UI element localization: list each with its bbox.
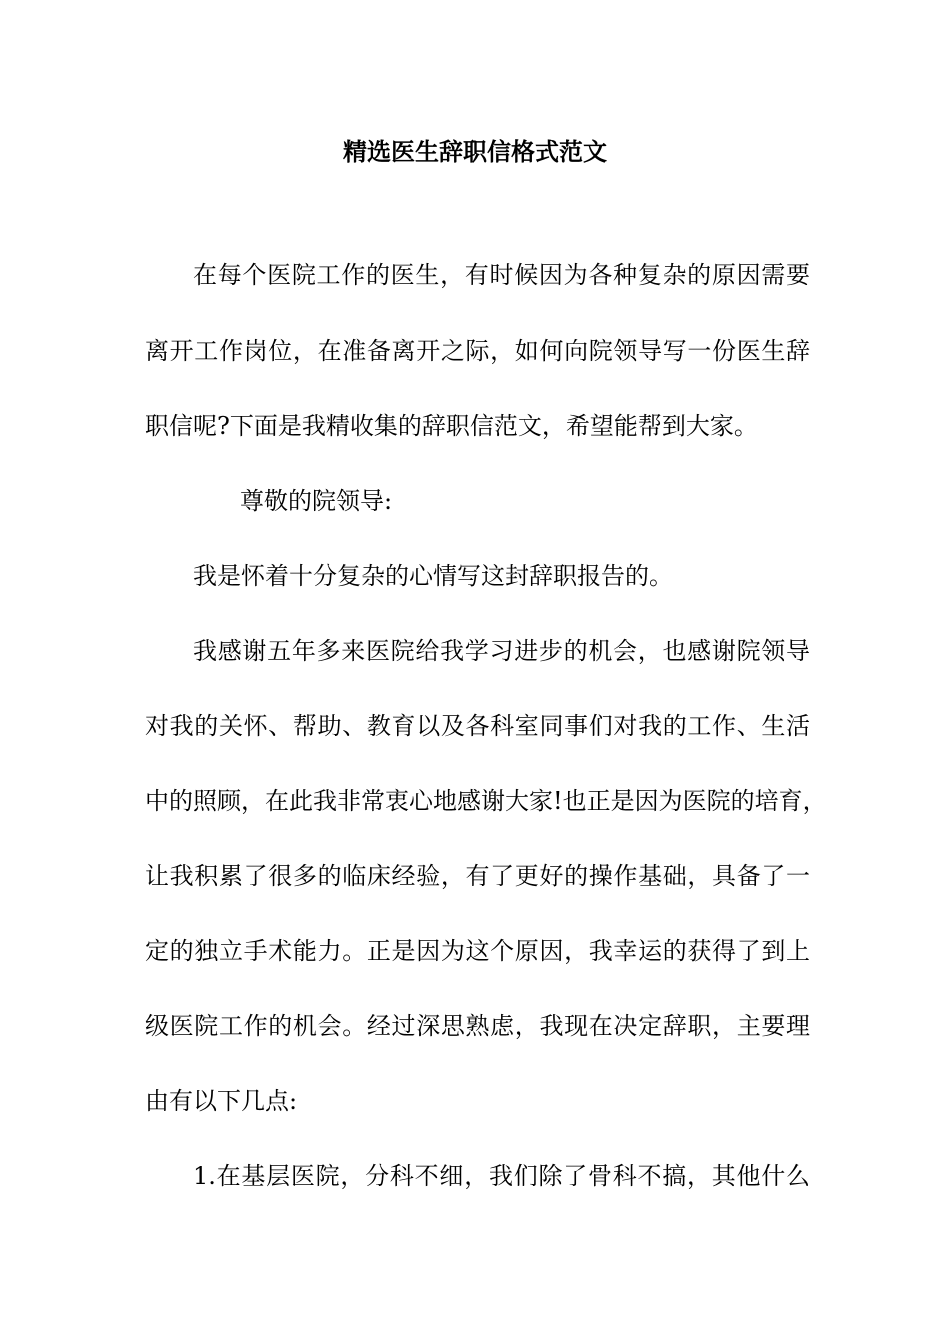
- paragraph-line: 级医院工作的机会。经过深思熟虑，我现在决定辞职，主要理: [145, 1012, 810, 1040]
- salutation: 尊敬的院领导:: [240, 487, 393, 515]
- paragraph-line: 定的独立手术能力。正是因为这个原因，我幸运的获得了到上: [145, 937, 810, 965]
- page-title: 精选医生辞职信格式范文: [343, 137, 607, 166]
- paragraph-line: 离开工作岗位，在准备离开之际，如何向院领导写一份医生辞: [145, 337, 810, 365]
- paragraph-line: 让我积累了很多的临床经验，有了更好的操作基础，具备了一: [145, 862, 810, 890]
- paragraph-line: 我感谢五年多来医院给我学习进步的机会，也感谢院领导: [193, 637, 810, 665]
- paragraph-line: 职信呢?下面是我精收集的辞职信范文，希望能帮到大家。: [145, 412, 758, 440]
- paragraph-line: 中的照顾，在此我非常衷心地感谢大家!也正是因为医院的培育，: [145, 787, 827, 815]
- paragraph-line: 在每个医院工作的医生，有时候因为各种复杂的原因需要: [193, 261, 810, 289]
- paragraph-line: 由有以下几点:: [145, 1087, 298, 1115]
- paragraph-line: 对我的关怀、帮助、教育以及各科室同事们对我的工作、生活: [145, 712, 810, 740]
- paragraph-line: 我是怀着十分复杂的心情写这封辞职报告的。: [193, 562, 673, 590]
- list-item: 1.在基层医院，分科不细，我们除了骨科不搞，其他什么: [193, 1162, 810, 1190]
